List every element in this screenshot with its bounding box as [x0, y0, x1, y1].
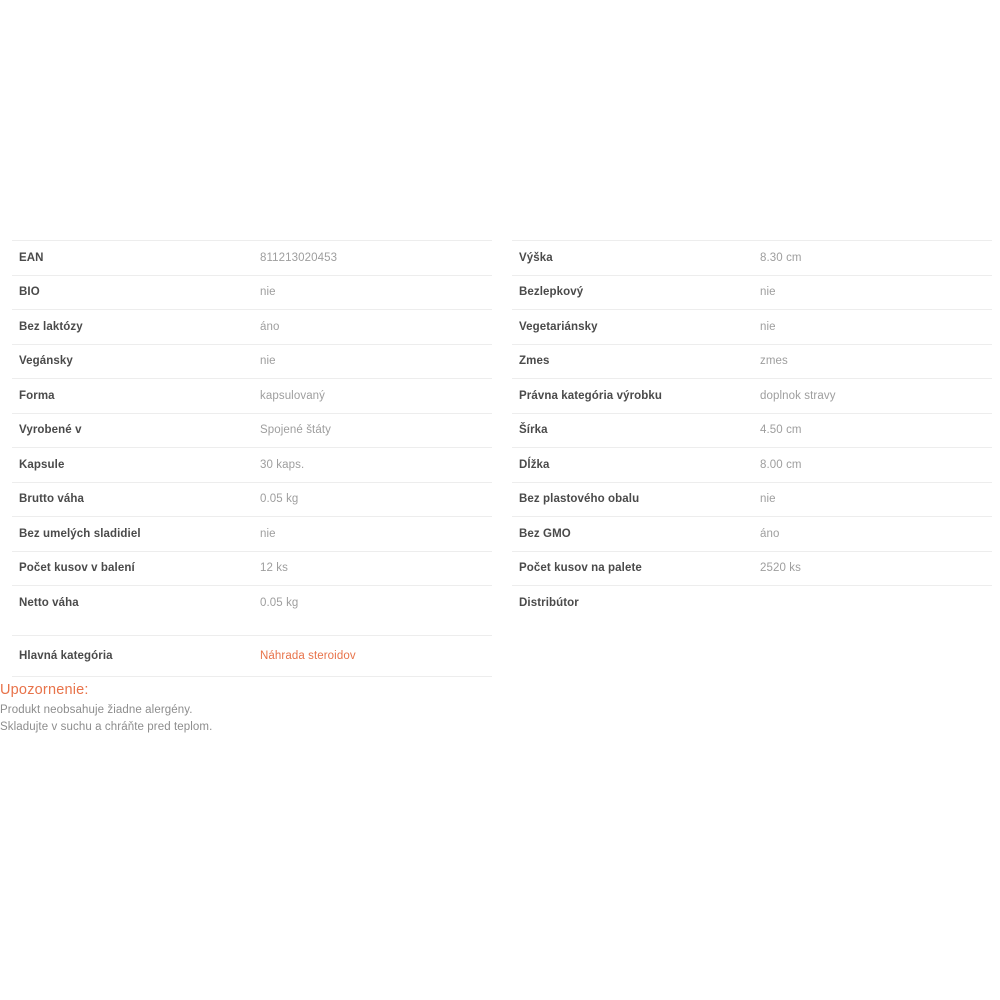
spec-value: 8.00 cm: [760, 458, 802, 471]
spec-value: 811213020453: [260, 251, 338, 264]
spec-label: Vegánsky: [19, 355, 73, 368]
table-row: [12, 635, 492, 677]
spec-label: Brutto váha: [19, 493, 84, 506]
spec-label: Zmes: [519, 355, 550, 368]
spec-label: Netto váha: [19, 596, 79, 609]
spec-label: Vegetariánsky: [519, 320, 598, 333]
spec-value: áno: [260, 320, 280, 333]
spec-label: Dĺžka: [519, 458, 550, 471]
spec-column-left: [12, 240, 492, 620]
spec-label: Vyrobené v: [19, 424, 82, 437]
spec-label: Distribútor: [519, 596, 579, 609]
spec-label: Šírka: [519, 424, 548, 437]
table-row: [512, 344, 992, 379]
table-row: [512, 551, 992, 586]
spec-value: doplnok stravy: [760, 389, 836, 402]
spec-value: nie: [260, 527, 276, 540]
table-row: [12, 344, 492, 379]
table-row: [12, 585, 492, 620]
table-row: [12, 240, 492, 275]
table-row: [12, 551, 492, 586]
notice-line: Produkt neobsahuje žiadne alergény.: [0, 704, 193, 716]
spec-label: Bez GMO: [519, 527, 571, 540]
table-row: [12, 447, 492, 482]
table-row: [512, 309, 992, 344]
spec-value: 8.30 cm: [760, 251, 802, 264]
spec-label: EAN: [19, 251, 44, 264]
spec-label: Bezlepkový: [519, 286, 584, 299]
spec-label: Kapsule: [19, 458, 65, 471]
table-row: [12, 275, 492, 310]
table-row: [512, 516, 992, 551]
table-row: [512, 447, 992, 482]
notice-block: [0, 682, 700, 735]
spec-label: Forma: [19, 389, 55, 402]
table-row: [512, 240, 992, 275]
table-row: [512, 585, 992, 620]
spec-label: Bez plastového obalu: [519, 493, 640, 506]
table-row: [12, 413, 492, 448]
spec-label: Hlavná kategória: [19, 650, 113, 662]
spec-value: 12 ks: [260, 562, 288, 575]
spec-value: 0.05 kg: [260, 493, 299, 506]
main-category-link[interactable]: Náhrada steroidov: [260, 650, 356, 662]
spec-label: Výška: [519, 251, 553, 264]
spec-value: nie: [760, 286, 776, 299]
table-row: [512, 378, 992, 413]
spec-label: BIO: [19, 286, 40, 299]
spec-label: Počet kusov v balení: [19, 562, 135, 575]
table-row: [512, 482, 992, 517]
spec-value: nie: [260, 286, 276, 299]
table-row: [12, 378, 492, 413]
spec-value: nie: [260, 355, 276, 368]
spec-column-right: [512, 240, 992, 620]
spec-label: Právna kategória výrobku: [519, 389, 663, 402]
spec-value: Spojené štáty: [260, 424, 331, 437]
notice-title: Upozornenie:: [0, 682, 89, 698]
spec-value: nie: [760, 493, 776, 506]
spec-value: áno: [760, 527, 780, 540]
spec-value: 4.50 cm: [760, 424, 802, 437]
spec-label: Bez laktózy: [19, 320, 83, 333]
table-row: [12, 482, 492, 517]
specification-table: [0, 240, 1000, 620]
spec-value: nie: [760, 320, 776, 333]
table-row: [12, 516, 492, 551]
notice-line: Skladujte v suchu a chráňte pred teplom.: [0, 720, 213, 733]
spec-value: zmes: [760, 355, 788, 368]
table-row: [12, 309, 492, 344]
spec-label: Bez umelých sladidiel: [19, 527, 141, 540]
spec-value: 30 kaps.: [260, 458, 305, 471]
spec-value: 0.05 kg: [260, 596, 299, 609]
table-row: [512, 275, 992, 310]
table-row: [512, 413, 992, 448]
spec-value: kapsulovaný: [260, 389, 326, 402]
spec-value: 2520 ks: [760, 562, 801, 575]
spec-label: Počet kusov na palete: [519, 562, 642, 575]
main-category-block: [12, 635, 492, 677]
